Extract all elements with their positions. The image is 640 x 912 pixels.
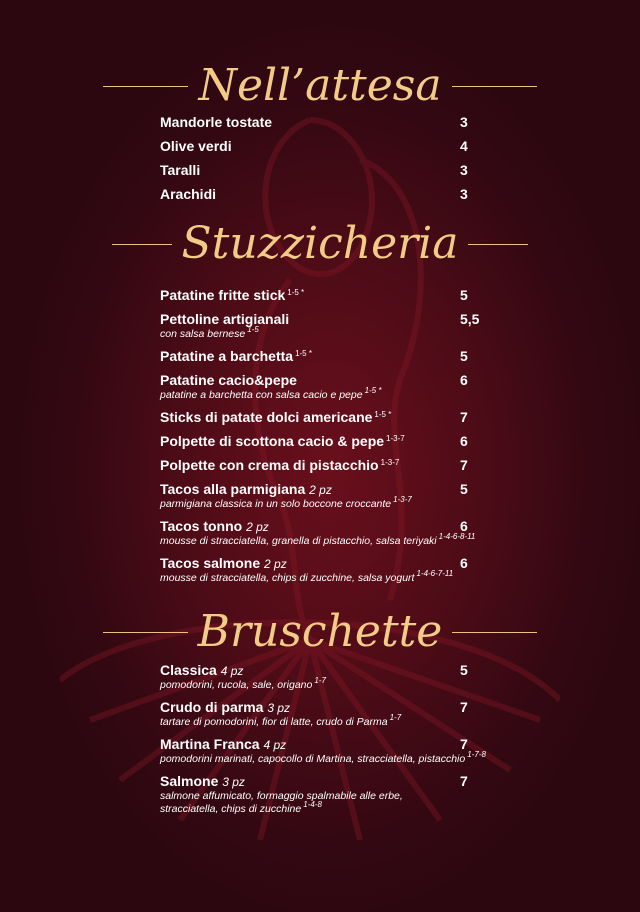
item-allergens: 1-5 * — [374, 410, 392, 419]
item-quantity: 2 pz — [246, 520, 269, 534]
item-name-row — [160, 162, 460, 179]
item-row — [160, 372, 540, 389]
menu-item — [160, 481, 540, 511]
item-allergens: 1-4-8 — [303, 800, 322, 809]
menu-item — [160, 372, 540, 402]
item-description: mousse di stracciatella, granella di pistacchio, salsa teriyaki $^{1-4-6-8-11}$ — [160, 532, 476, 547]
item-name: Tacos salmone — [160, 555, 261, 571]
item-allergens: 1-3-7 — [393, 495, 412, 504]
item-row — [160, 287, 540, 304]
item-name: Tacos tonno — [160, 518, 243, 534]
item-row — [160, 114, 540, 131]
item-name: Patatine cacio&pepe — [160, 372, 297, 388]
item-name-row — [160, 287, 460, 304]
menu-item — [160, 138, 540, 155]
item-name-row — [160, 773, 460, 791]
item-name-row — [160, 433, 460, 450]
item-row — [160, 186, 540, 203]
section-heading: Nell’attesa — [198, 60, 442, 111]
item-name-row — [160, 114, 460, 131]
item-allergens: 1-5 * — [364, 386, 382, 395]
menu-item — [160, 555, 540, 585]
item-price: 6 — [460, 555, 468, 571]
item-description: parmigiana classica in un solo boccone croccante $^{1-3-7}$ — [160, 495, 412, 510]
section-title-bruschette — [0, 606, 640, 658]
item-quantity: 3 pz — [267, 701, 291, 715]
item-name-row — [160, 457, 460, 474]
menu-item — [160, 662, 540, 692]
item-row — [160, 518, 540, 535]
item-name-row — [160, 518, 460, 536]
item-price: 7 — [460, 736, 468, 752]
menu-item — [160, 433, 540, 450]
item-row — [160, 138, 540, 155]
menu-item — [160, 457, 540, 474]
item-name-row — [160, 662, 460, 680]
item-allergens: 1-5 — [247, 325, 259, 334]
item-price: 3 — [460, 186, 468, 202]
item-name-row — [160, 348, 460, 365]
menu-list-stuzzicheria — [160, 287, 540, 592]
item-price: 5 — [460, 348, 468, 364]
item-price: 7 — [460, 409, 468, 425]
menu-item — [160, 287, 540, 304]
item-allergens: 1-5 * — [295, 349, 312, 358]
item-name: Pettoline artigianali — [160, 311, 290, 327]
item-row — [160, 457, 540, 474]
item-name: Patatine a barchetta — [160, 348, 294, 364]
item-name: Crudo di parma — [160, 699, 264, 715]
item-name: Mandorle tostate — [160, 114, 273, 130]
item-quantity: 2 pz — [309, 483, 332, 497]
menu-list-nell-attesa — [160, 114, 540, 210]
item-price: 6 — [460, 372, 468, 388]
section-title-nell-attesa — [0, 60, 640, 112]
item-name: Sticks di patate dolci americane — [160, 409, 373, 425]
item-allergens: 1-5 * — [287, 288, 305, 297]
item-row — [160, 555, 540, 572]
item-name-row — [160, 372, 460, 389]
item-quantity: 4 pz — [263, 738, 287, 752]
item-name: Olive verdi — [160, 138, 232, 154]
section-heading: Bruschette — [197, 606, 443, 657]
item-price: 7 — [460, 773, 468, 789]
menu-item — [160, 311, 540, 341]
item-row — [160, 348, 540, 365]
item-description: salmone affumicato, formaggio spalmabile alle erbe, stracciatella, chips di zucchine $^{1-4-8}$ — [160, 790, 403, 815]
item-row — [160, 311, 540, 328]
item-name: Arachidi — [160, 186, 217, 202]
item-price: 6 — [460, 433, 468, 449]
item-price: 5 — [460, 287, 468, 303]
item-description: tartare di pomodorini, fior di latte, crudo di Parma $^{1-7}$ — [160, 713, 402, 728]
item-quantity: 2 pz — [264, 557, 287, 571]
item-name: Patatine fritte stick — [160, 287, 286, 303]
item-name-row — [160, 481, 460, 499]
item-name: Salmone — [160, 773, 219, 789]
item-price: 7 — [460, 457, 468, 473]
item-allergens: 1-3-7 — [386, 434, 405, 443]
item-description: mousse di stracciatella, chips di zucchine, salsa yogurt $^{1-4-6-7-11}$ — [160, 569, 454, 584]
item-row — [160, 699, 540, 716]
menu-item — [160, 699, 540, 729]
item-name-row — [160, 555, 460, 573]
item-price: 3 — [460, 162, 468, 178]
item-name-row — [160, 409, 460, 426]
section-heading: Stuzzicheria — [181, 218, 459, 269]
item-price: 5 — [460, 481, 468, 497]
item-row — [160, 409, 540, 426]
item-description: con salsa bernese $^{1-5}$ — [160, 325, 259, 340]
item-description: pomodorini, rucola, sale, origano $^{1-7}$ — [160, 676, 326, 691]
item-row — [160, 481, 540, 498]
menu-item — [160, 186, 540, 203]
item-description: patatine a barchetta con salsa cacio e pepe $^{1-5 *}$ — [160, 386, 382, 401]
item-name-row — [160, 699, 460, 717]
menu-item — [160, 518, 540, 548]
item-row — [160, 162, 540, 179]
item-price: 5,5 — [460, 311, 480, 327]
item-price: 6 — [460, 518, 468, 534]
item-row — [160, 662, 540, 679]
item-allergens: 1-3-7 — [380, 458, 400, 467]
item-name: Classica — [160, 662, 217, 678]
item-row — [160, 773, 540, 790]
item-price: 7 — [460, 699, 468, 715]
item-quantity: 4 pz — [220, 664, 244, 678]
item-name-row — [160, 736, 460, 754]
item-row — [160, 433, 540, 450]
menu-item — [160, 114, 540, 131]
item-name: Martina Franca — [160, 736, 260, 752]
item-allergens: 1-7 — [314, 676, 326, 685]
item-name-row — [160, 186, 460, 203]
item-allergens: 1-7-8 — [467, 750, 486, 759]
section-title-stuzzicheria — [0, 218, 640, 270]
item-quantity: 3 pz — [222, 775, 245, 789]
menu-item — [160, 773, 540, 816]
item-price: 5 — [460, 662, 468, 678]
menu-item — [160, 162, 540, 179]
item-allergens: 1-4-6-8-11 — [438, 532, 476, 541]
item-allergens: 1-7 — [389, 713, 402, 722]
item-description: pomodorini marinati, capocollo di Martina, stracciatella, pistacchio $^{1-7-8}$ — [160, 750, 486, 765]
item-name: Polpette con crema di pistacchio — [160, 457, 379, 473]
item-name-row — [160, 138, 460, 155]
menu-item — [160, 736, 540, 766]
item-name: Polpette di scottona cacio & pepe — [160, 433, 385, 449]
item-name-row — [160, 311, 460, 328]
item-name: Tacos alla parmigiana — [160, 481, 306, 497]
item-price: 4 — [460, 138, 468, 154]
menu-list-bruschette — [160, 662, 540, 823]
item-name: Taralli — [160, 162, 201, 178]
menu-item — [160, 348, 540, 365]
item-allergens: 1-4-6-7-11 — [416, 569, 454, 578]
item-price: 3 — [460, 114, 468, 130]
menu-item — [160, 409, 540, 426]
